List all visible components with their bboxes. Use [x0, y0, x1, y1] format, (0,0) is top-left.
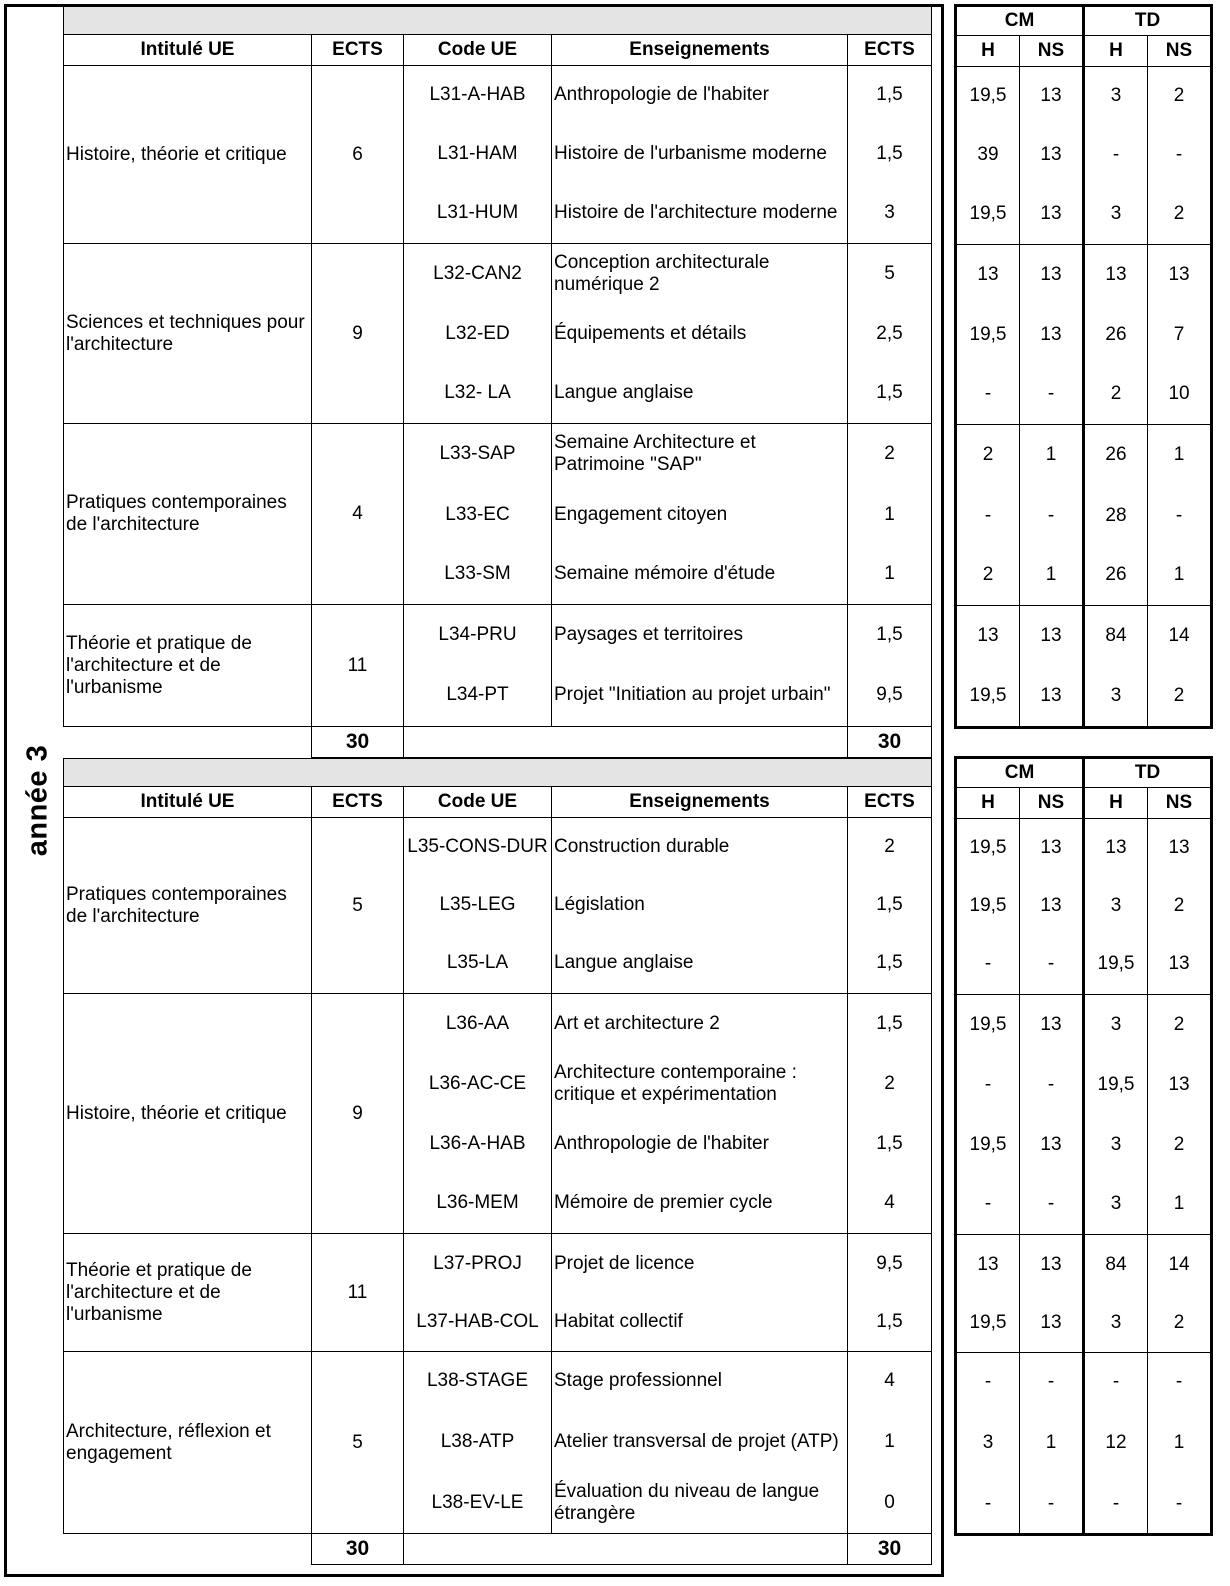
table-row	[64, 244, 932, 304]
course-code: L31-HAM	[404, 124, 552, 184]
table-row	[64, 424, 932, 485]
td-hours: 26	[1084, 546, 1148, 606]
td-hours: 28	[1084, 486, 1148, 546]
course-code: L35-CONS-DUR	[404, 818, 552, 876]
cm-hours: -	[956, 1475, 1020, 1535]
hours-row	[956, 1295, 1212, 1353]
cm-sessions: 13	[1020, 125, 1084, 185]
hours-row	[956, 1411, 1212, 1475]
td-hours: 13	[1084, 819, 1148, 877]
course-name: Anthropologie de l'habiter	[552, 1114, 848, 1174]
cm-sessions: 13	[1020, 819, 1084, 877]
td-sessions: 13	[1148, 245, 1212, 305]
course-ects: 1,5	[848, 124, 932, 184]
course-ects: 1,5	[848, 934, 932, 994]
table-row	[64, 1352, 932, 1410]
course-code: L38-ATP	[404, 1410, 552, 1474]
cm-hours: -	[956, 365, 1020, 425]
td-hours: 19,5	[1084, 935, 1148, 995]
cm-hours: -	[956, 1055, 1020, 1115]
td-hours: 13	[1084, 245, 1148, 305]
course-name: Histoire de l'urbanisme moderne	[552, 124, 848, 184]
column-header-row	[64, 787, 932, 818]
td-sessions: 1	[1148, 425, 1212, 486]
course-ects: 0	[848, 1474, 932, 1534]
hours-row	[956, 125, 1212, 185]
hours-row	[956, 305, 1212, 365]
table-row	[64, 605, 932, 665]
cm-sessions: -	[1020, 1055, 1084, 1115]
course-ects: 4	[848, 1174, 932, 1234]
course-ects: 2,5	[848, 304, 932, 364]
semester2-body	[64, 818, 932, 1534]
td-sessions: 2	[1148, 67, 1212, 125]
cm-sessions: 1	[1020, 1411, 1084, 1475]
cm-sessions: 13	[1020, 666, 1084, 728]
semester2-hours-body	[956, 819, 1212, 1535]
cm-hours: -	[956, 935, 1020, 995]
cm-hours: 2	[956, 546, 1020, 606]
course-ects: 9,5	[848, 665, 932, 727]
td-sessions: 13	[1148, 1055, 1212, 1115]
hours-row	[956, 995, 1212, 1055]
cm-hours: 19,5	[956, 305, 1020, 365]
ue-ects: 6	[312, 66, 404, 244]
hours-row	[956, 185, 1212, 245]
ue-ects: 9	[312, 994, 404, 1234]
cm-sessions: 13	[1020, 185, 1084, 245]
hours-row	[956, 67, 1212, 125]
course-name: Anthropologie de l'habiter	[552, 66, 848, 124]
total-course-ects: 30	[848, 727, 932, 758]
course-code: L36-MEM	[404, 1174, 552, 1234]
td-hours: 19,5	[1084, 1055, 1148, 1115]
course-name: Art et architecture 2	[552, 994, 848, 1054]
ue-ects: 5	[312, 1352, 404, 1534]
header-ects: ECTS	[312, 787, 404, 818]
course-code: L35-LEG	[404, 876, 552, 934]
year-label: année 3	[21, 744, 54, 856]
course-name: Langue anglaise	[552, 364, 848, 424]
course-name: Habitat collectif	[552, 1294, 848, 1352]
semester2-hours-table	[954, 756, 1213, 1536]
cm-sessions: -	[1020, 1475, 1084, 1535]
cm-sessions: -	[1020, 365, 1084, 425]
ue-title: Théorie et pratique de l'architecture et de l'urbanisme	[64, 605, 312, 727]
cm-sessions: -	[1020, 1175, 1084, 1235]
semester1-table	[63, 6, 932, 758]
course-ects: 3	[848, 184, 932, 244]
td-sessions: -	[1148, 1475, 1212, 1535]
course-name: Mémoire de premier cycle	[552, 1174, 848, 1234]
course-ects: 1	[848, 545, 932, 605]
course-name: Paysages et territoires	[552, 605, 848, 665]
cm-hours: 19,5	[956, 67, 1020, 125]
td-sessions: 1	[1148, 1175, 1212, 1235]
course-name: Architecture contemporaine : critique et expérimentation	[552, 1054, 848, 1114]
td-hours: 3	[1084, 1115, 1148, 1175]
hours-row	[956, 1353, 1212, 1411]
hours-row	[956, 486, 1212, 546]
td-hours: 3	[1084, 1175, 1148, 1235]
cm-hours: 2	[956, 425, 1020, 486]
header-code: Code UE	[404, 787, 552, 818]
td-hours: 84	[1084, 1235, 1148, 1295]
cm-sessions: 13	[1020, 1115, 1084, 1175]
cm-hours: 3	[956, 1411, 1020, 1475]
cm-hours: 19,5	[956, 666, 1020, 728]
cm-hours: 13	[956, 1235, 1020, 1295]
course-code: L33-SM	[404, 545, 552, 605]
hours-row	[956, 546, 1212, 606]
cm-hours: 19,5	[956, 877, 1020, 935]
td-sessions: 7	[1148, 305, 1212, 365]
course-ects: 5	[848, 244, 932, 304]
course-code: L38-STAGE	[404, 1352, 552, 1410]
cm-hours: 13	[956, 606, 1020, 666]
course-code: L33-SAP	[404, 424, 552, 485]
td-sessions: -	[1148, 1353, 1212, 1411]
table-row	[64, 818, 932, 876]
td-hours: 26	[1084, 305, 1148, 365]
course-name: Évaluation du niveau de langue étrangère	[552, 1474, 848, 1534]
course-name: Projet "Initiation au projet urbain"	[552, 665, 848, 727]
header-ue: Intitulé UE	[64, 787, 312, 818]
td-sessions: 13	[1148, 935, 1212, 995]
course-name: Langue anglaise	[552, 934, 848, 994]
hours-row	[956, 819, 1212, 877]
header-cm-ns: NS	[1020, 36, 1084, 67]
cm-sessions: -	[1020, 935, 1084, 995]
td-sessions: 1	[1148, 1411, 1212, 1475]
cm-sessions: 13	[1020, 995, 1084, 1055]
course-code: L36-AC-CE	[404, 1054, 552, 1114]
td-sessions: 14	[1148, 1235, 1212, 1295]
course-name: Équipements et détails	[552, 304, 848, 364]
td-hours: 3	[1084, 877, 1148, 935]
header-td-ns: NS	[1148, 788, 1212, 819]
td-sessions: 10	[1148, 365, 1212, 425]
cm-hours: 19,5	[956, 1115, 1020, 1175]
cm-sessions: 1	[1020, 425, 1084, 486]
td-sessions: -	[1148, 486, 1212, 546]
ue-title: Histoire, théorie et critique	[64, 66, 312, 244]
header-td-ns: NS	[1148, 36, 1212, 67]
semester1-hours-table	[954, 4, 1213, 729]
total-row	[64, 727, 932, 758]
cm-sessions: -	[1020, 1353, 1084, 1411]
header-cm: CM	[956, 6, 1084, 36]
td-hours: 3	[1084, 666, 1148, 728]
course-name: Atelier transversal de projet (ATP)	[552, 1410, 848, 1474]
td-hours: 3	[1084, 67, 1148, 125]
header-td-h: H	[1084, 788, 1148, 819]
course-code: L31-HUM	[404, 184, 552, 244]
grey-header-bar	[64, 759, 932, 787]
ue-ects: 4	[312, 424, 404, 605]
header-course: Enseignements	[552, 35, 848, 66]
hours-row	[956, 1115, 1212, 1175]
course-ects: 9,5	[848, 1234, 932, 1294]
cm-hours: 19,5	[956, 995, 1020, 1055]
hours-group-header	[956, 6, 1212, 36]
course-code: L34-PRU	[404, 605, 552, 665]
course-code: L32- LA	[404, 364, 552, 424]
header-course-ects: ECTS	[848, 787, 932, 818]
cm-sessions: 1	[1020, 546, 1084, 606]
td-sessions: 2	[1148, 666, 1212, 728]
hours-row	[956, 606, 1212, 666]
td-sessions: 2	[1148, 877, 1212, 935]
td-hours: 84	[1084, 606, 1148, 666]
semester1-hours-body	[956, 67, 1212, 728]
header-ects: ECTS	[312, 35, 404, 66]
ue-ects: 11	[312, 1234, 404, 1352]
header-course: Enseignements	[552, 787, 848, 818]
cm-sessions: 13	[1020, 606, 1084, 666]
course-code: L32-CAN2	[404, 244, 552, 304]
course-code: L35-LA	[404, 934, 552, 994]
header-cm: CM	[956, 758, 1084, 788]
total-ue-ects: 30	[312, 1534, 404, 1565]
header-cm-h: H	[956, 36, 1020, 67]
grey-header-bar	[64, 7, 932, 35]
td-hours: -	[1084, 1475, 1148, 1535]
course-ects: 1,5	[848, 364, 932, 424]
hours-subheader	[956, 788, 1212, 819]
semester2-table	[63, 758, 932, 1565]
td-hours: 12	[1084, 1411, 1148, 1475]
cm-hours: -	[956, 486, 1020, 546]
hours-row	[956, 1175, 1212, 1235]
column-header-row	[64, 35, 932, 66]
total-ue-ects: 30	[312, 727, 404, 758]
cm-sessions: -	[1020, 486, 1084, 546]
hours-group-header	[956, 758, 1212, 788]
header-td: TD	[1084, 758, 1212, 788]
td-sessions: 2	[1148, 995, 1212, 1055]
course-ects: 1,5	[848, 66, 932, 124]
course-name: Conception architecturale numérique 2	[552, 244, 848, 304]
course-ects: 1,5	[848, 1114, 932, 1174]
ue-title: Pratiques contemporaines de l'architecture	[64, 818, 312, 994]
course-name: Semaine Architecture et Patrimoine "SAP"	[552, 424, 848, 485]
hours-row	[956, 877, 1212, 935]
td-hours: 3	[1084, 1295, 1148, 1353]
header-ue: Intitulé UE	[64, 35, 312, 66]
td-hours: 3	[1084, 185, 1148, 245]
td-hours: 3	[1084, 995, 1148, 1055]
header-cm-ns: NS	[1020, 788, 1084, 819]
course-ects: 1,5	[848, 994, 932, 1054]
semester1-body	[64, 66, 932, 727]
table-row	[64, 994, 932, 1054]
cm-hours: -	[956, 1175, 1020, 1235]
course-name: Histoire de l'architecture moderne	[552, 184, 848, 244]
cm-hours: 19,5	[956, 185, 1020, 245]
course-ects: 1,5	[848, 1294, 932, 1352]
ue-title: Sciences et techniques pour l'architecture	[64, 244, 312, 424]
table-row	[64, 66, 932, 124]
header-course-ects: ECTS	[848, 35, 932, 66]
course-code: L31-A-HAB	[404, 66, 552, 124]
td-sessions: 1	[1148, 546, 1212, 606]
cm-sessions: 13	[1020, 1235, 1084, 1295]
td-hours: 2	[1084, 365, 1148, 425]
course-name: Semaine mémoire d'étude	[552, 545, 848, 605]
ue-title: Architecture, réflexion et engagement	[64, 1352, 312, 1534]
td-hours: -	[1084, 125, 1148, 185]
td-hours: 26	[1084, 425, 1148, 486]
hours-row	[956, 245, 1212, 305]
cm-hours: 19,5	[956, 1295, 1020, 1353]
total-row	[64, 1534, 932, 1565]
course-name: Engagement citoyen	[552, 485, 848, 545]
course-code: L37-PROJ	[404, 1234, 552, 1294]
ue-title: Théorie et pratique de l'architecture et de l'urbanisme	[64, 1234, 312, 1352]
header-td-h: H	[1084, 36, 1148, 67]
ue-ects: 5	[312, 818, 404, 994]
course-code: L34-PT	[404, 665, 552, 727]
course-ects: 1,5	[848, 876, 932, 934]
td-sessions: 2	[1148, 185, 1212, 245]
course-code: L36-AA	[404, 994, 552, 1054]
cm-sessions: 13	[1020, 877, 1084, 935]
cm-sessions: 13	[1020, 305, 1084, 365]
cm-hours: 39	[956, 125, 1020, 185]
course-name: Projet de licence	[552, 1234, 848, 1294]
cm-hours: -	[956, 1353, 1020, 1411]
course-ects: 2	[848, 1054, 932, 1114]
td-hours: -	[1084, 1353, 1148, 1411]
course-ects: 1	[848, 1410, 932, 1474]
course-code: L36-A-HAB	[404, 1114, 552, 1174]
ue-ects: 9	[312, 244, 404, 424]
hours-row	[956, 1235, 1212, 1295]
course-name: Législation	[552, 876, 848, 934]
course-code: L32-ED	[404, 304, 552, 364]
hours-row	[956, 935, 1212, 995]
hours-row	[956, 1055, 1212, 1115]
total-course-ects: 30	[848, 1534, 932, 1565]
header-cm-h: H	[956, 788, 1020, 819]
td-sessions: 2	[1148, 1295, 1212, 1353]
course-code: L38-EV-LE	[404, 1474, 552, 1534]
ue-title: Pratiques contemporaines de l'architecture	[64, 424, 312, 605]
course-ects: 4	[848, 1352, 932, 1410]
header-code: Code UE	[404, 35, 552, 66]
course-code: L37-HAB-COL	[404, 1294, 552, 1352]
hours-subheader	[956, 36, 1212, 67]
td-sessions: -	[1148, 125, 1212, 185]
header-td: TD	[1084, 6, 1212, 36]
hours-row	[956, 666, 1212, 728]
td-sessions: 2	[1148, 1115, 1212, 1175]
course-code: L33-EC	[404, 485, 552, 545]
ue-ects: 11	[312, 605, 404, 727]
hours-row	[956, 1475, 1212, 1535]
td-sessions: 13	[1148, 819, 1212, 877]
ue-title: Histoire, théorie et critique	[64, 994, 312, 1234]
course-ects: 2	[848, 424, 932, 485]
course-ects: 1	[848, 485, 932, 545]
cm-hours: 13	[956, 245, 1020, 305]
cm-sessions: 13	[1020, 245, 1084, 305]
course-name: Construction durable	[552, 818, 848, 876]
td-sessions: 14	[1148, 606, 1212, 666]
cm-sessions: 13	[1020, 67, 1084, 125]
table-row	[64, 1234, 932, 1294]
hours-row	[956, 425, 1212, 486]
course-ects: 1,5	[848, 605, 932, 665]
cm-hours: 19,5	[956, 819, 1020, 877]
hours-row	[956, 365, 1212, 425]
course-name: Stage professionnel	[552, 1352, 848, 1410]
cm-sessions: 13	[1020, 1295, 1084, 1353]
course-ects: 2	[848, 818, 932, 876]
